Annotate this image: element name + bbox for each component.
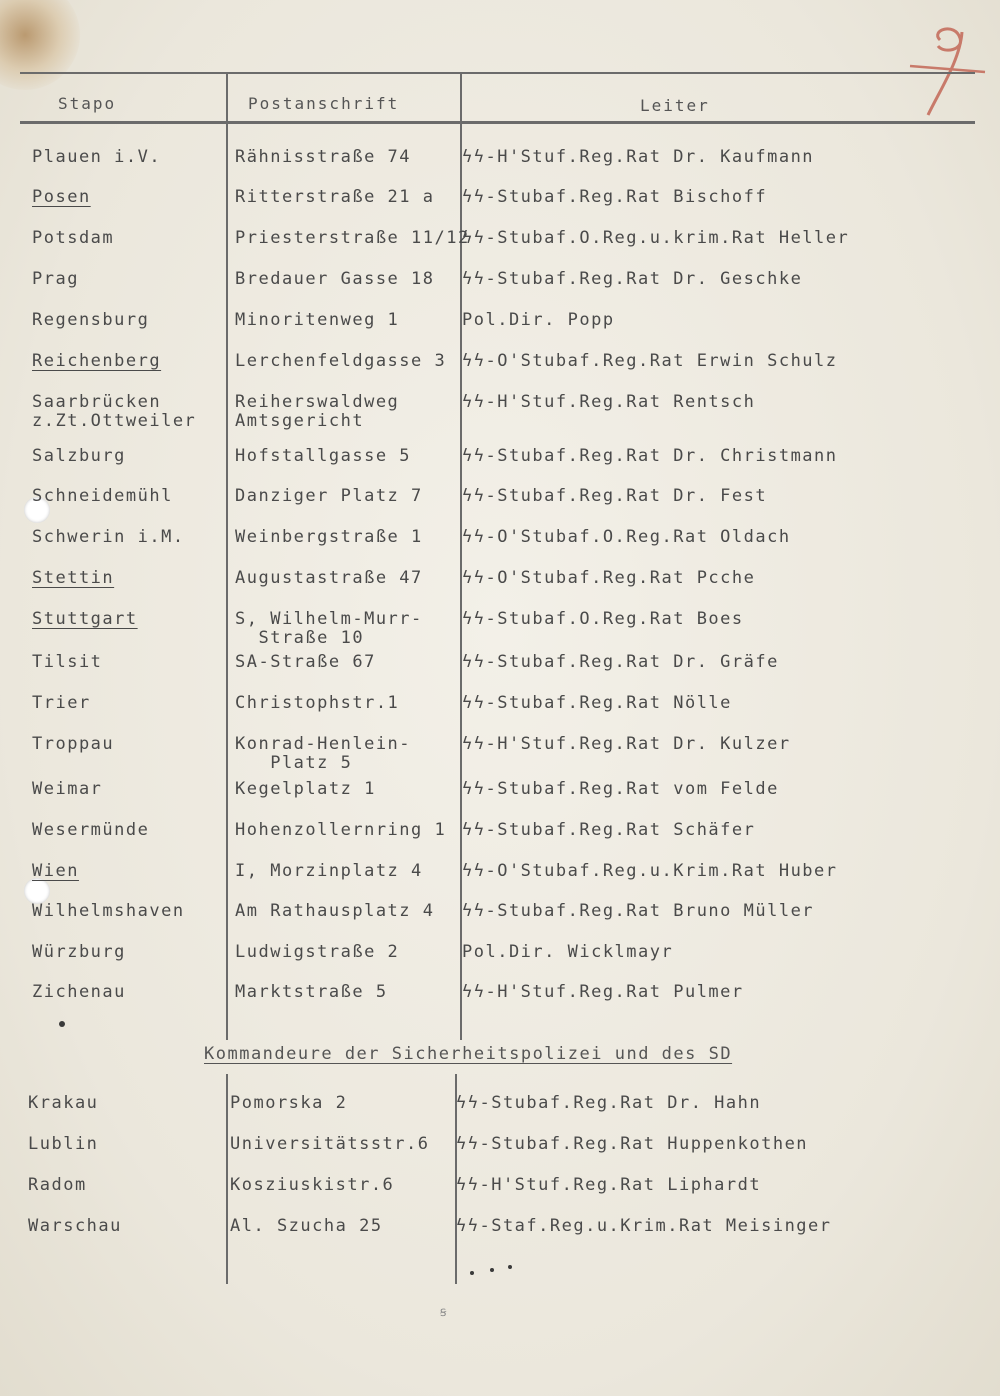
postal-address: I, Morzinplatz 4: [235, 861, 423, 881]
header-leader: Leiter: [640, 96, 710, 115]
leader-name: ϟϟ-O'Stubaf.Reg.Rat Pcche: [462, 568, 756, 588]
leader-name: ϟϟ-Stubaf.Reg.Rat Bruno Müller: [462, 901, 815, 921]
header-rule: [20, 121, 975, 124]
stapo-city: Posen: [32, 187, 91, 207]
leader-name: ϟϟ-Stubaf.Reg.Rat Schäfer: [462, 820, 756, 840]
handwritten-page-number: [900, 10, 990, 120]
footer-mark: Ꞩ: [440, 1308, 447, 1319]
leader-name: ϟϟ-Stubaf.Reg.Rat Bischoff: [462, 187, 768, 207]
postal-address: Christophstr.1: [235, 693, 400, 713]
stapo-city: Schneidemühl: [32, 486, 173, 506]
postal-address: Priesterstraße 11/12: [235, 228, 470, 248]
leader-name: ϟϟ-Stubaf.O.Reg.Rat Boes: [462, 609, 744, 629]
stapo-city: Schwerin i.M.: [32, 527, 185, 547]
stapo-city: Troppau: [32, 734, 115, 754]
leader-name: ϟϟ-O'Stubaf.Reg.u.Krim.Rat Huber: [462, 861, 838, 881]
leader-name: ϟϟ-Stubaf.Reg.Rat Dr. Hahn: [456, 1093, 762, 1113]
stapo-city: Wien: [32, 861, 79, 881]
postal-address: Augustastraße 47: [235, 568, 423, 588]
postal-address: Pomorska 2: [230, 1093, 348, 1113]
postal-address: Rähnisstraße 74: [235, 147, 412, 167]
stapo-city: Regensburg: [32, 310, 150, 330]
leader-name: ϟϟ-O'Stubaf.Reg.Rat Erwin Schulz: [462, 351, 838, 371]
stapo-city: Trier: [32, 693, 91, 713]
column-divider-1: [226, 74, 228, 1040]
leader-name: ϟϟ-H'Stuf.Reg.Rat Rentsch: [462, 392, 756, 412]
leader-name: ϟϟ-Staf.Reg.u.Krim.Rat Meisinger: [456, 1216, 832, 1236]
leader-name: ϟϟ-Stubaf.Reg.Rat Dr. Christmann: [462, 446, 838, 466]
leader-name: ϟϟ-Stubaf.Reg.Rat Nölle: [462, 693, 732, 713]
postal-address: Weinbergstraße 1: [235, 527, 423, 547]
ink-dot: [59, 1021, 65, 1027]
column-divider-2: [460, 74, 462, 1040]
ink-dot: [490, 1268, 494, 1272]
kommandeur-city: Radom: [28, 1175, 87, 1195]
column-divider-1-lower: [226, 1074, 228, 1284]
leader-name: Pol.Dir. Wicklmayr: [462, 942, 674, 962]
leader-name: ϟϟ-Stubaf.O.Reg.u.krim.Rat Heller: [462, 228, 850, 248]
burn-stain: [0, 0, 80, 90]
stapo-city: Salzburg: [32, 446, 126, 466]
postal-address: Ritterstraße 21 a: [235, 187, 435, 207]
postal-address: Minoritenweg 1: [235, 310, 400, 330]
stapo-city: Stuttgart: [32, 609, 138, 629]
leader-name: ϟϟ-H'Stuf.Reg.Rat Dr. Kulzer: [462, 734, 791, 754]
postal-address: SA-Straße 67: [235, 652, 376, 672]
postal-address: Danziger Platz 7: [235, 486, 423, 506]
leader-name: ϟϟ-H'Stuf.Reg.Rat Liphardt: [456, 1175, 762, 1195]
kommandeur-city: Lublin: [28, 1134, 99, 1154]
postal-address: Am Rathausplatz 4: [235, 901, 435, 921]
leader-name: ϟϟ-Stubaf.Reg.Rat vom Felde: [462, 779, 779, 799]
stapo-city: Zichenau: [32, 982, 126, 1002]
leader-name: ϟϟ-H'Stuf.Reg.Rat Dr. Kaufmann: [462, 147, 815, 167]
kommandeur-city: Krakau: [28, 1093, 99, 1113]
stapo-city: Plauen i.V.: [32, 147, 162, 167]
postal-address: Konrad-Henlein- Platz 5: [235, 734, 412, 773]
stapo-city: Reichenberg: [32, 351, 162, 371]
ink-dot: [508, 1265, 512, 1269]
leader-name: ϟϟ-H'Stuf.Reg.Rat Pulmer: [462, 982, 744, 1002]
postal-address: Hofstallgasse 5: [235, 446, 412, 466]
leader-name: ϟϟ-O'Stubaf.O.Reg.Rat Oldach: [462, 527, 791, 547]
stapo-city: Wesermünde: [32, 820, 150, 840]
leader-name: ϟϟ-Stubaf.Reg.Rat Dr. Geschke: [462, 269, 803, 289]
postal-address: Hohenzollernring 1: [235, 820, 447, 840]
stapo-city: Potsdam: [32, 228, 115, 248]
postal-address: Ludwigstraße 2: [235, 942, 400, 962]
postal-address: Bredauer Gasse 18: [235, 269, 435, 289]
postal-address: Al. Szucha 25: [230, 1216, 383, 1236]
stapo-city: Wilhelmshaven: [32, 901, 185, 921]
leader-name: Pol.Dir. Popp: [462, 310, 615, 330]
stapo-city: Saarbrücken z.Zt.Ottweiler: [32, 392, 197, 431]
header-stapo: Stapo: [58, 94, 117, 113]
kommandeur-city: Warschau: [28, 1216, 122, 1236]
postal-address: Reiherswaldweg Amtsgericht: [235, 392, 400, 431]
postal-address: Universitätsstr.6: [230, 1134, 430, 1154]
postal-address: Lerchenfeldgasse 3: [235, 351, 447, 371]
stapo-city: Stettin: [32, 568, 115, 588]
postal-address: S, Wilhelm-Murr- Straße 10: [235, 609, 423, 648]
stapo-city: Weimar: [32, 779, 103, 799]
stapo-city: Würzburg: [32, 942, 126, 962]
postal-address: Kosziuskistr.6: [230, 1175, 395, 1195]
section-title: Kommandeure der Sicherheitspolizei und des SD: [204, 1044, 733, 1064]
leader-name: ϟϟ-Stubaf.Reg.Rat Dr. Gräfe: [462, 652, 779, 672]
stapo-city: Prag: [32, 269, 79, 289]
leader-name: ϟϟ-Stubaf.Reg.Rat Huppenkothen: [456, 1134, 809, 1154]
top-rule: [20, 72, 975, 74]
postal-address: Marktstraße 5: [235, 982, 388, 1002]
stapo-city: Tilsit: [32, 652, 103, 672]
header-address: Postanschrift: [248, 94, 400, 113]
ink-dot: [470, 1271, 474, 1275]
leader-name: ϟϟ-Stubaf.Reg.Rat Dr. Fest: [462, 486, 768, 506]
postal-address: Kegelplatz 1: [235, 779, 376, 799]
